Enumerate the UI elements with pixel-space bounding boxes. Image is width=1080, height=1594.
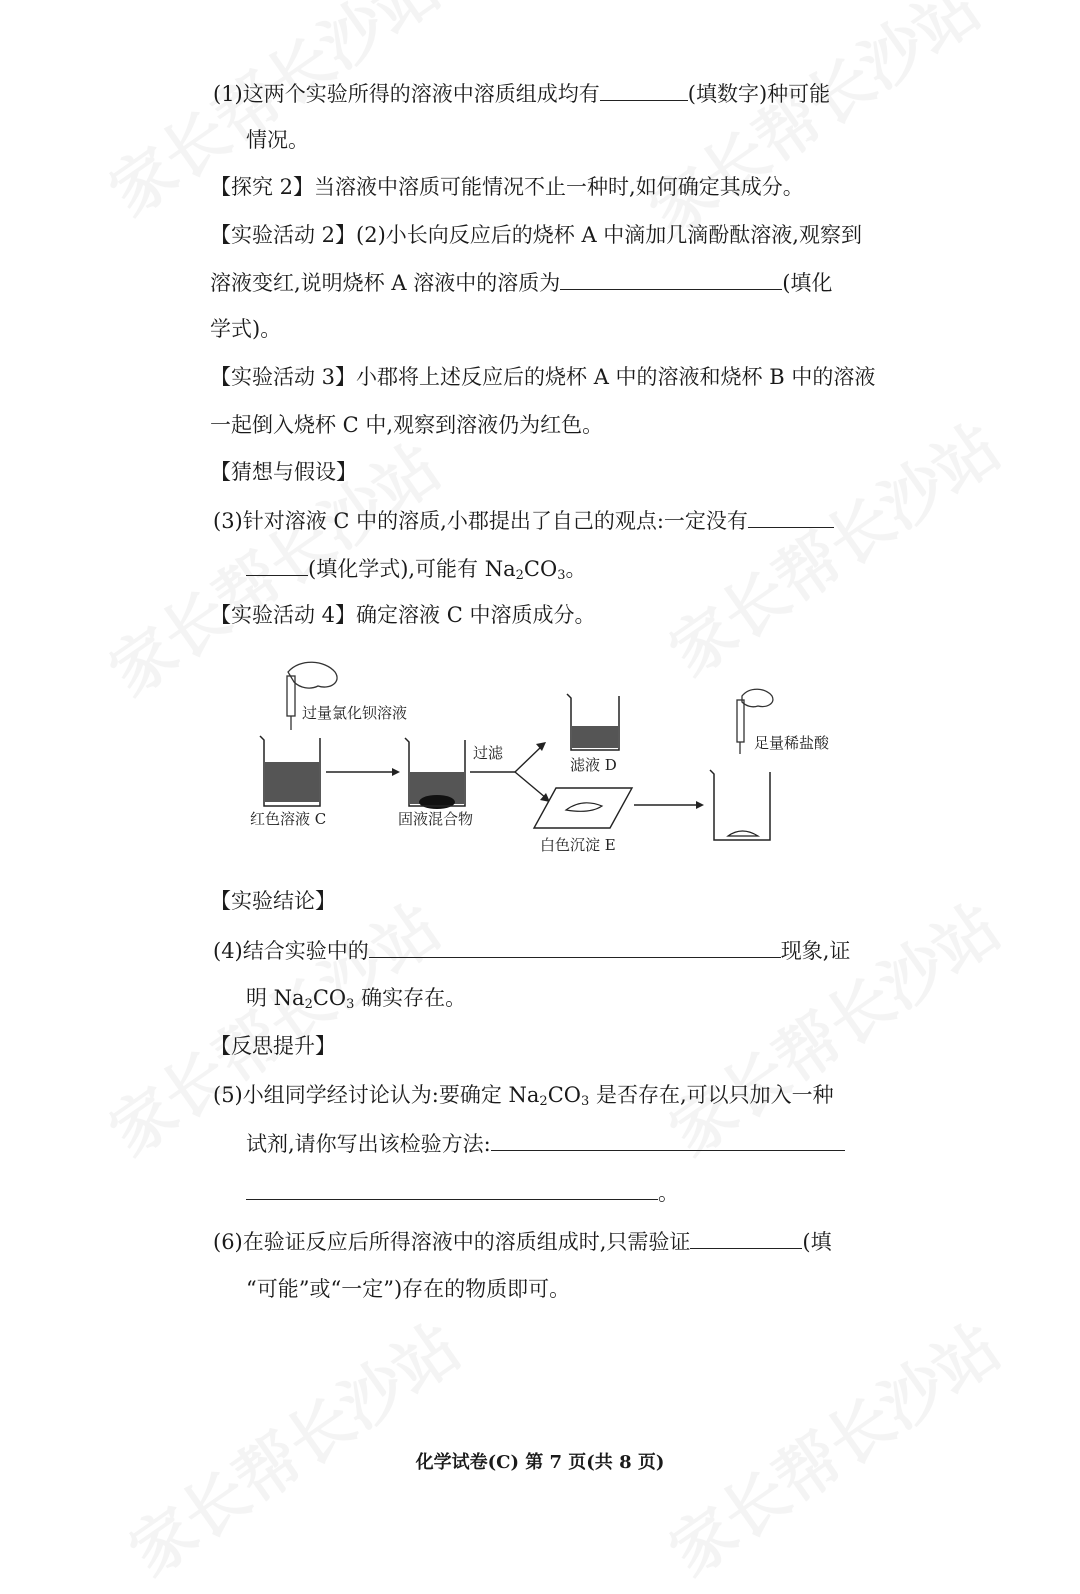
answer-blank-q4[interactable]: [369, 935, 781, 958]
precipitate-e-label: 白色沉淀 E: [540, 836, 616, 854]
answer-blank-q1[interactable]: [600, 78, 688, 101]
answer-blank-q3-cont[interactable]: [246, 553, 308, 576]
q1-line1: (1)这两个实验所得的溶液中溶质组成均有 (填数字)种可能: [213, 78, 830, 109]
answer-blank-q3[interactable]: [748, 505, 834, 528]
activity2-line2: 溶液变红,说明烧杯 A 溶液中的溶质为 (填化: [210, 267, 832, 298]
beaker-filtrate-d: [567, 694, 619, 750]
dropper-2: [737, 700, 744, 742]
beaker-mixture: [405, 738, 465, 809]
beaker-c-label: 红色溶液 C: [250, 810, 327, 828]
q6-line1: (6)在验证反应后所得溶液中的溶质组成时,只需验证 (填: [213, 1226, 832, 1257]
beaker-c: [260, 736, 320, 806]
hypothesis-heading: 【猜想与假设】: [210, 460, 357, 484]
q5-line3: 。: [246, 1177, 679, 1208]
activity2-line1: 【实验活动 2】(2)小长向反应后的烧杯 A 中滴加几滴酚酞溶液,观察到: [210, 223, 862, 247]
reagent2-label: 足量稀盐酸: [754, 734, 830, 752]
q3-line1: (3)针对溶液 C 中的溶质,小郡提出了自己的观点:一定没有: [213, 505, 834, 536]
mixture-label: 固液混合物: [398, 810, 474, 828]
q5-line2: 试剂,请你写出该检验方法:: [246, 1128, 845, 1159]
activity4-text: 【实验活动 4】确定溶液 C 中溶质成分。: [210, 603, 596, 627]
answer-blank-q5-cont[interactable]: [246, 1177, 658, 1200]
filtrate-d-label: 滤液 D: [570, 756, 617, 774]
watermark: [108, 1298, 475, 1594]
q3-line2: (填化学式),可能有 $Na_2CO_3$。: [246, 553, 587, 591]
arrow-to-filtrate: [515, 746, 542, 772]
q1-line2: 情况。: [246, 128, 309, 152]
q5-line1: (5)小组同学经讨论认为:要确定 $Na_2CO_3$ 是否存在,可以只加入一种: [213, 1083, 834, 1109]
explore2-text: 【探究 2】当溶液中溶质可能情况不止一种时,如何确定其成分。: [210, 175, 804, 199]
answer-blank-q5[interactable]: [491, 1128, 845, 1151]
watermark: [648, 1298, 1015, 1594]
filter-label: 过滤: [473, 744, 504, 762]
q6-line2: “可能”或“一定”)存在的物质即可。: [246, 1277, 571, 1301]
reagent1-label: 过量氯化钡溶液: [302, 704, 408, 722]
arrow-to-precipitate: [515, 772, 546, 798]
watermark: [628, 0, 995, 254]
page-footer: 化学试卷(C) 第 7 页(共 8 页): [415, 1452, 665, 1473]
activity3-line1: 【实验活动 3】小郡将上述反应后的烧杯 A 中的溶液和烧杯 B 中的溶液: [210, 365, 876, 389]
answer-blank-q2[interactable]: [560, 267, 782, 290]
q4-line2: 明 $Na_2CO_3$ 确实存在。: [246, 986, 467, 1012]
hand-icon: [742, 689, 773, 707]
answer-blank-q6[interactable]: [690, 1226, 802, 1249]
activity3-line2: 一起倒入烧杯 C 中,观察到溶液仍为红色。: [210, 413, 604, 437]
conclusion-heading: 【实验结论】: [210, 889, 336, 913]
activity2-line3: 学式)。: [210, 317, 282, 341]
q4-line1: (4)结合实验中的 现象,证: [213, 935, 850, 966]
reflection-heading: 【反思提升】: [210, 1034, 336, 1058]
beaker-final: [710, 770, 770, 840]
experiment-diagram: [230, 650, 850, 870]
